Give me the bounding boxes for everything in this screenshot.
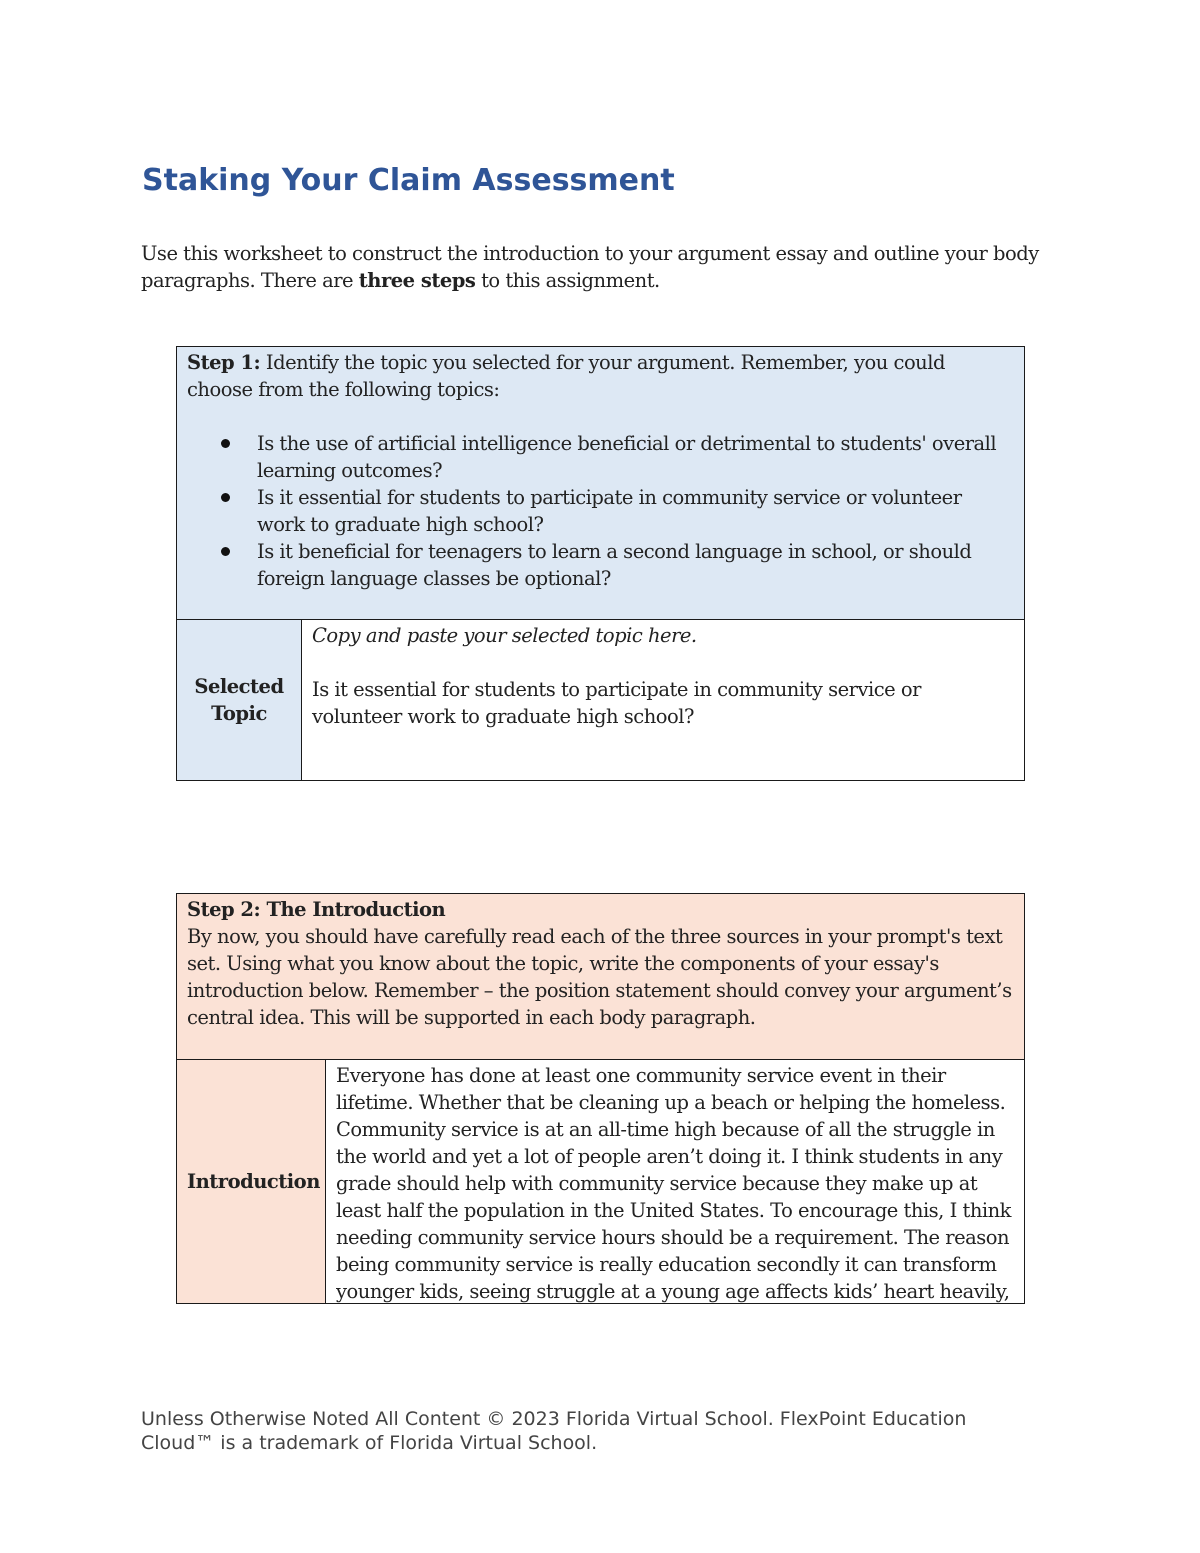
- selected-topic-instruction: Copy and paste your selected topic here.: [312, 624, 697, 647]
- topic-list-item: Is it beneficial for teenagers to learn a second language in school, or should foreign language classes be optional?: [257, 538, 1014, 592]
- step2-label: Step 2: The Introduction: [187, 898, 446, 921]
- step2-instructions: [177, 894, 1025, 1060]
- step1-text: Identify the topic you selected for your argument. Remember, you could choose from the following topics:: [187, 351, 945, 401]
- footer-copyright: Unless Otherwise Noted All Content © 2023 Florida Virtual School. FlexPoint Education Cloud™ is a trademark of Florida Virtual School.: [141, 1408, 967, 1454]
- introduction-label: Introduction: [177, 1060, 326, 1304]
- step2-table: [176, 893, 1025, 1304]
- page-title: Staking Your Claim Assessment: [142, 163, 675, 198]
- intro-text-start: Use this worksheet to construct the introduction to your argument essay and outline your body paragraphs. There are: [141, 242, 1039, 292]
- step2-text: By now, you should have carefully read each of the three sources in your prompt's text set. Using what you know about the topic, write the components of your essay's introduction below. Remember – the position statement should convey your argument’s central idea. This will be supported in each body paragraph.: [187, 925, 1012, 1029]
- step1-instructions: [177, 347, 1025, 620]
- intro-emphasis: three steps: [358, 269, 476, 292]
- intro-paragraph: [141, 240, 1041, 294]
- topic-list: [187, 430, 1014, 592]
- selected-topic-value: Is it essential for students to participate in community service or volunteer work to graduate high school?: [312, 678, 921, 728]
- selected-topic-label: Selected Topic: [177, 620, 302, 781]
- introduction-text: Everyone has done at least one community service event in their lifetime. Whether that be cleaning up a beach or helping the homeless. Community service is at an all-time high because of all the struggle in the world and yet a lot of people aren’t doing it. I think students in any grade should help with community service because they make up at least half the population in the United States. To encourage this, I think needing community service hours should be a requirement. The reason being community service is really education secondly it can transform younger kids, seeing struggle at a young age affects kids’ heart heavily,: [336, 1064, 1011, 1303]
- topic-list-item: Is it essential for students to participate in community service or volunteer work to graduate high school?: [257, 484, 1014, 538]
- intro-text-end: to this assignment.: [475, 269, 660, 292]
- step1-prompt: [187, 349, 1014, 403]
- step1-table: [176, 346, 1025, 781]
- step1-label: Step 1:: [187, 351, 261, 374]
- selected-topic-field[interactable]: [302, 620, 1025, 781]
- introduction-field[interactable]: [326, 1060, 1025, 1304]
- topic-list-item: Is the use of artificial intelligence beneficial or detrimental to students' overall learning outcomes?: [257, 430, 1014, 484]
